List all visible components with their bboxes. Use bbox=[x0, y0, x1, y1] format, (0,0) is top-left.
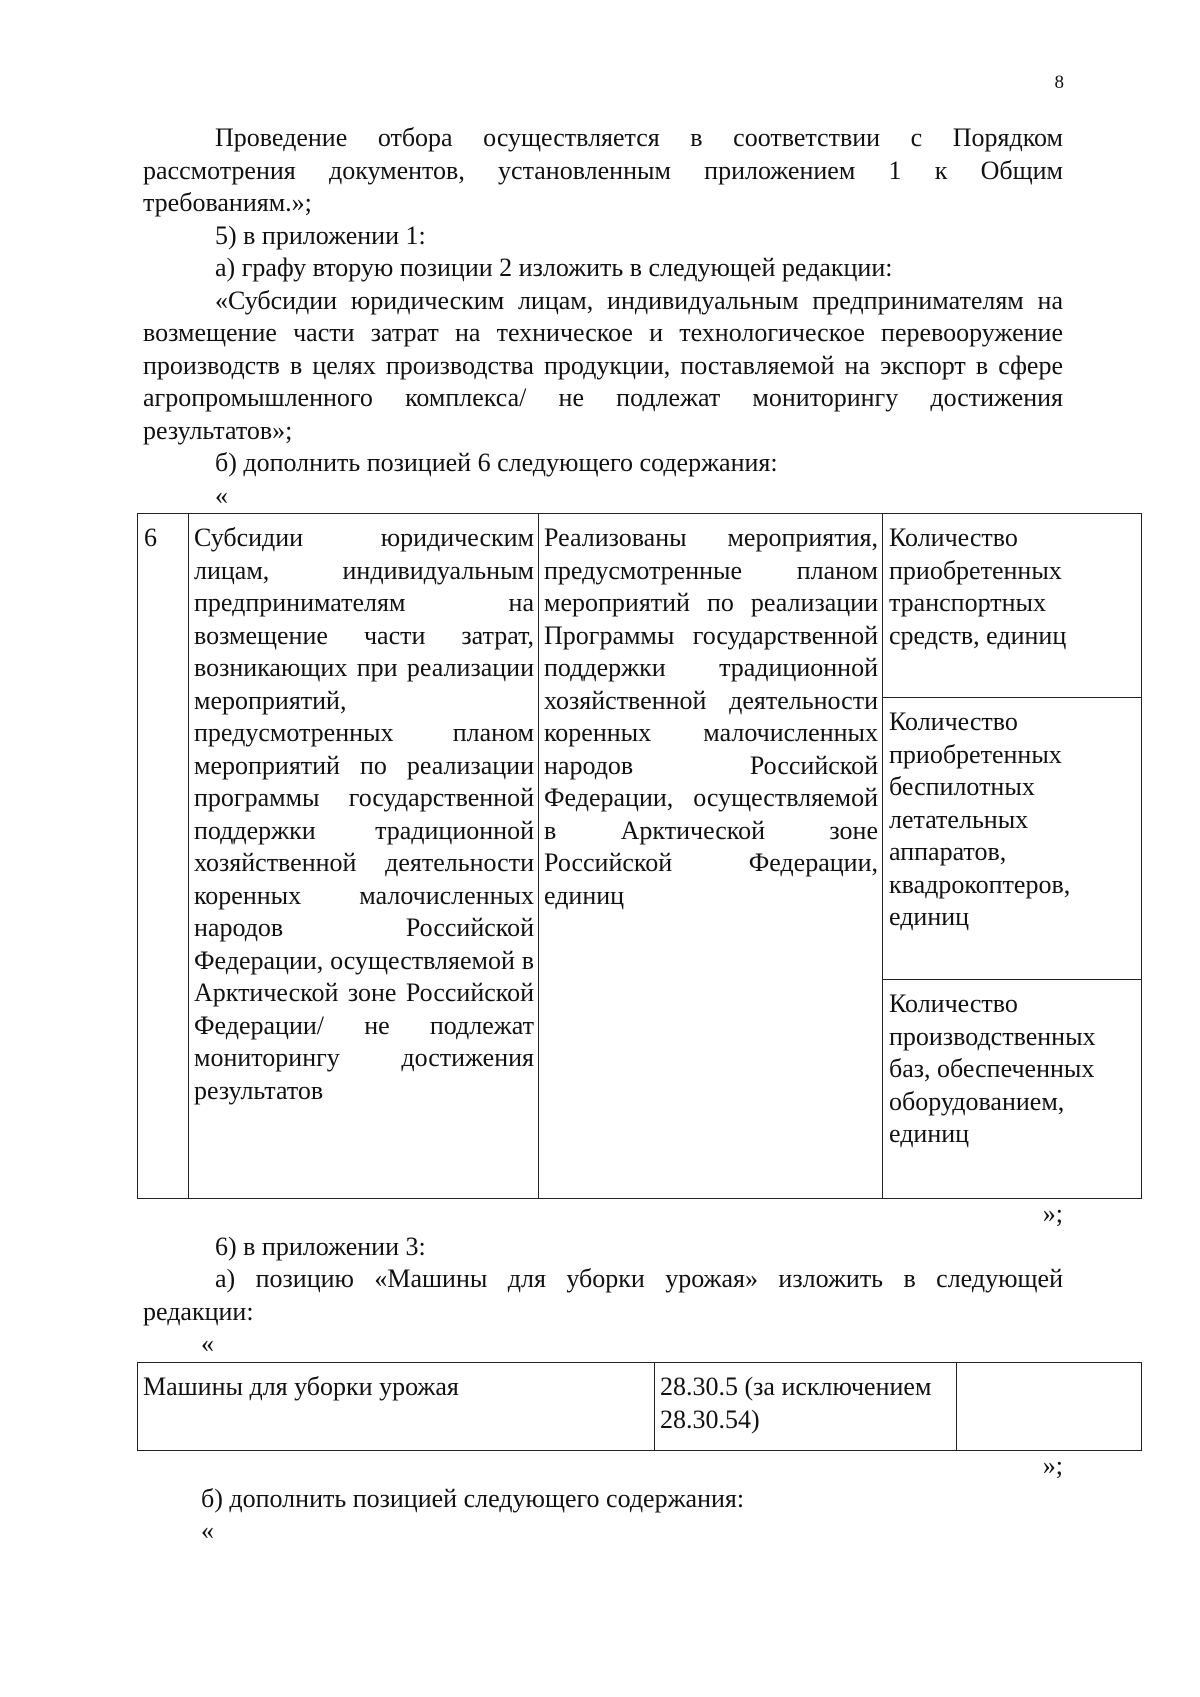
addition-section bbox=[143, 1450, 1063, 1548]
opening-quote: « bbox=[201, 1516, 214, 1545]
paragraph-harvest-machines: а) позицию «Машины для уборки урожая» изложить в следующей редакции: bbox=[143, 1264, 1063, 1326]
position-6-table bbox=[137, 513, 1142, 1199]
closing-quote: »; bbox=[1042, 1199, 1063, 1228]
paragraph-subsidy-text: «Субсидии юридическим лицам, индивидуальным предпринимателям на возмещение части затрат на техническое и технологическое перевооружение производств в целях производства продукции, поставляемой на экспорт в сфере агропромышленного комплекса/ не подлежат мониторингу достижения результатов»; bbox=[143, 285, 1063, 445]
document-body bbox=[143, 122, 1063, 512]
paragraph-item-b: б) дополнить позицией 6 следующего содержания: bbox=[215, 448, 778, 477]
table-row bbox=[138, 1363, 1142, 1451]
result-cell: Реализованы мероприятия, предусмотренные планом мероприятий по реализации Программы государственной поддержки традиционной хозяйственной деятельности коренных малочисленных народов Российской Федерации, осуществляемой в Арктической зоне Российской Федерации, единиц bbox=[539, 514, 883, 1199]
paragraph-item-a: а) графу вторую позиции 2 изложить в следующей редакции: bbox=[215, 253, 893, 282]
indicator-vehicles: Количество приобретенных транспортных средств, единиц bbox=[883, 514, 1141, 698]
position-number-cell: 6 bbox=[138, 514, 189, 1199]
paragraph-appendix-1: 5) в приложении 1: bbox=[215, 220, 426, 250]
okpd-code-cell: 28.30.5 (за исключением 28.30.54) bbox=[655, 1363, 957, 1451]
page-number: 8 bbox=[1054, 72, 1064, 93]
table-row bbox=[138, 514, 1142, 1199]
paragraph-selection-procedure: Проведение отбора осуществляется в соответствии с Порядком рассмотрения документов, установленным приложением 1 к Общим требованиям.»; bbox=[143, 123, 1063, 217]
machine-name-cell: Машины для уборки урожая bbox=[138, 1363, 655, 1451]
opening-quote: « bbox=[201, 1329, 214, 1358]
harvest-machines-table bbox=[137, 1362, 1142, 1451]
indicator-production-bases: Количество производственных баз, обеспеченных оборудованием, единиц bbox=[889, 989, 1096, 1148]
indicators-cell bbox=[883, 514, 1142, 1199]
indicator-drones: Количество приобретенных беспилотных летательных аппаратов, квадрокоптеров, единиц bbox=[883, 698, 1141, 980]
subsidy-description-cell: Субсидии юридическим лицам, индивидуальным предпринимателям на возмещение части затрат, возникающих при реализации мероприятий, предусмотренных планом мероприятий по реализации программы государственной поддержки традиционной хозяйственной деятельности коренных малочисленных народов Российской Федерации, осуществляемой в Арктической зоне Российской Федерации/ не подлежат мониторингу достижения результатов bbox=[189, 514, 539, 1199]
empty-cell bbox=[957, 1363, 1142, 1451]
paragraph-add-position: б) дополнить позицией следующего содержания: bbox=[201, 1483, 745, 1513]
paragraph-appendix-3: 6) в приложении 3: bbox=[215, 1231, 426, 1261]
appendix-3-section bbox=[143, 1198, 1063, 1361]
closing-quote: »; bbox=[1042, 1451, 1063, 1480]
opening-quote: « bbox=[215, 480, 228, 510]
